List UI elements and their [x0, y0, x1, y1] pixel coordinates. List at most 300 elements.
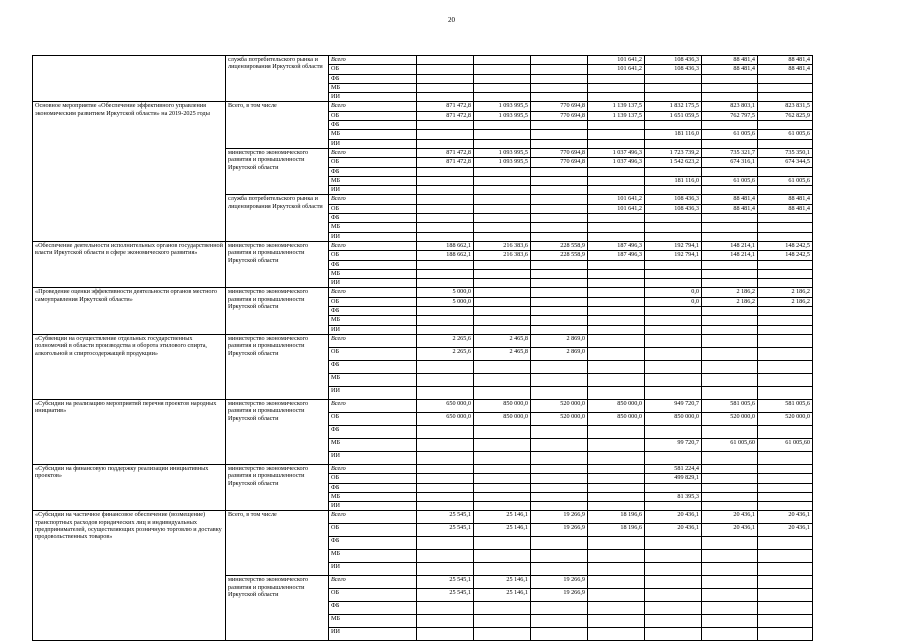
- value-cell: [588, 83, 645, 92]
- value-cell: 20 436,1: [758, 511, 813, 524]
- value-cell: [588, 438, 645, 451]
- value-cell: [474, 223, 531, 232]
- value-cell: 88 481,4: [702, 195, 758, 204]
- value-cell: 20 436,1: [645, 524, 702, 537]
- value-cell: [588, 550, 645, 563]
- value-cell: [531, 373, 588, 386]
- value-cell: [417, 483, 474, 492]
- value-cell: [417, 130, 474, 139]
- source-cell: ИИ: [329, 232, 417, 241]
- value-cell: [531, 563, 588, 576]
- value-cell: [417, 65, 474, 74]
- value-cell: 61 005,60: [758, 438, 813, 451]
- value-cell: 5 000,0: [417, 288, 474, 297]
- value-cell: 18 196,6: [588, 511, 645, 524]
- value-cell: [645, 83, 702, 92]
- value-cell: 108 436,3: [645, 195, 702, 204]
- value-cell: [531, 214, 588, 223]
- value-cell: 187 496,3: [588, 251, 645, 260]
- activity-cell: «Проведение оценки эффективности деятельности органов местного самоуправления Иркутской области»: [33, 288, 226, 334]
- value-cell: [588, 360, 645, 373]
- value-cell: [417, 325, 474, 334]
- value-cell: [588, 483, 645, 492]
- value-cell: [588, 464, 645, 473]
- source-cell: ИИ: [329, 139, 417, 148]
- value-cell: [588, 576, 645, 589]
- value-cell: 1 832 175,5: [645, 102, 702, 111]
- value-cell: [758, 121, 813, 130]
- value-cell: [588, 307, 645, 316]
- value-cell: [531, 537, 588, 550]
- value-cell: [645, 223, 702, 232]
- source-cell: Всего: [329, 576, 417, 589]
- value-cell: [531, 464, 588, 473]
- source-cell: МБ: [329, 83, 417, 92]
- source-cell: ИИ: [329, 386, 417, 399]
- value-cell: [417, 316, 474, 325]
- value-cell: [588, 615, 645, 628]
- table-body: [33, 56, 813, 641]
- value-cell: [758, 83, 813, 92]
- value-cell: [702, 563, 758, 576]
- value-cell: 2 186,2: [758, 297, 813, 306]
- table-row: [33, 241, 813, 250]
- value-cell: [758, 483, 813, 492]
- value-cell: 850 000,0: [474, 399, 531, 412]
- value-cell: [417, 56, 474, 65]
- value-cell: [758, 74, 813, 83]
- value-cell: [588, 589, 645, 602]
- value-cell: [474, 176, 531, 185]
- value-cell: [588, 260, 645, 269]
- source-cell: МБ: [329, 316, 417, 325]
- source-cell: ФБ: [329, 307, 417, 316]
- value-cell: [531, 474, 588, 483]
- source-cell: МБ: [329, 438, 417, 451]
- value-cell: [531, 65, 588, 74]
- value-cell: [645, 334, 702, 347]
- value-cell: [702, 83, 758, 92]
- value-cell: [474, 121, 531, 130]
- value-cell: 25 545,1: [417, 589, 474, 602]
- value-cell: 81 395,3: [645, 492, 702, 501]
- value-cell: 2 265,6: [417, 347, 474, 360]
- value-cell: [588, 167, 645, 176]
- value-cell: 20 436,1: [702, 524, 758, 537]
- value-cell: 1 093 995,5: [474, 111, 531, 120]
- value-cell: [588, 425, 645, 438]
- value-cell: 850 000,0: [645, 412, 702, 425]
- value-cell: [588, 325, 645, 334]
- value-cell: 20 436,1: [758, 524, 813, 537]
- value-cell: [758, 186, 813, 195]
- value-cell: 88 481,4: [758, 195, 813, 204]
- value-cell: [758, 139, 813, 148]
- source-cell: Всего: [329, 334, 417, 347]
- value-cell: [417, 438, 474, 451]
- executor-cell: министерство экономического развития и промышленности Иркутской области: [226, 241, 329, 287]
- source-cell: Всего: [329, 399, 417, 412]
- value-cell: [588, 130, 645, 139]
- value-cell: 187 496,3: [588, 241, 645, 250]
- value-cell: [531, 451, 588, 464]
- value-cell: [702, 279, 758, 288]
- value-cell: [645, 269, 702, 278]
- value-cell: [645, 628, 702, 641]
- value-cell: [702, 425, 758, 438]
- value-cell: [531, 325, 588, 334]
- value-cell: 148 242,5: [758, 251, 813, 260]
- executor-cell: министерство экономического развития и промышленности Иркутской области: [226, 464, 329, 510]
- value-cell: [702, 214, 758, 223]
- value-cell: [531, 386, 588, 399]
- value-cell: [645, 316, 702, 325]
- value-cell: [474, 288, 531, 297]
- value-cell: 823 803,1: [702, 102, 758, 111]
- value-cell: [417, 204, 474, 213]
- value-cell: [417, 214, 474, 223]
- value-cell: [531, 269, 588, 278]
- value-cell: 20 436,1: [645, 511, 702, 524]
- value-cell: 520 000,0: [758, 412, 813, 425]
- value-cell: [474, 260, 531, 269]
- value-cell: [588, 74, 645, 83]
- value-cell: [645, 167, 702, 176]
- value-cell: [474, 373, 531, 386]
- source-cell: Всего: [329, 195, 417, 204]
- value-cell: [531, 232, 588, 241]
- value-cell: 61 005,6: [702, 176, 758, 185]
- value-cell: [645, 563, 702, 576]
- value-cell: [758, 628, 813, 641]
- value-cell: 25 545,1: [417, 576, 474, 589]
- value-cell: [531, 288, 588, 297]
- value-cell: [758, 269, 813, 278]
- value-cell: [417, 195, 474, 204]
- value-cell: [417, 628, 474, 641]
- value-cell: 101 641,2: [588, 195, 645, 204]
- value-cell: 520 000,0: [702, 412, 758, 425]
- value-cell: 2 186,2: [702, 288, 758, 297]
- value-cell: [474, 307, 531, 316]
- source-cell: ИИ: [329, 451, 417, 464]
- value-cell: [758, 589, 813, 602]
- value-cell: [474, 316, 531, 325]
- value-cell: [645, 214, 702, 223]
- value-cell: 88 481,4: [702, 204, 758, 213]
- value-cell: 148 214,1: [702, 251, 758, 260]
- source-cell: МБ: [329, 373, 417, 386]
- value-cell: [474, 628, 531, 641]
- value-cell: [588, 93, 645, 102]
- value-cell: [531, 121, 588, 130]
- value-cell: [758, 260, 813, 269]
- source-cell: ИИ: [329, 186, 417, 195]
- value-cell: [702, 223, 758, 232]
- value-cell: [588, 279, 645, 288]
- source-cell: Всего: [329, 241, 417, 250]
- source-cell: МБ: [329, 492, 417, 501]
- value-cell: 88 481,4: [702, 56, 758, 65]
- value-cell: [702, 386, 758, 399]
- value-cell: [588, 176, 645, 185]
- value-cell: [474, 204, 531, 213]
- value-cell: 2 869,0: [531, 334, 588, 347]
- page-number: 20: [448, 16, 455, 24]
- value-cell: [417, 279, 474, 288]
- executor-cell: министерство экономического развития и промышленности Иркутской области: [226, 148, 329, 194]
- value-cell: [588, 288, 645, 297]
- value-cell: [702, 615, 758, 628]
- source-cell: ОБ: [329, 474, 417, 483]
- activity-cell: «Субсидии на финансовую поддержку реализации инициативных проектов»: [33, 464, 226, 510]
- value-cell: 850 000,0: [588, 399, 645, 412]
- value-cell: 188 662,1: [417, 251, 474, 260]
- value-cell: [758, 316, 813, 325]
- value-cell: 228 558,9: [531, 241, 588, 250]
- value-cell: [758, 232, 813, 241]
- value-cell: [417, 464, 474, 473]
- value-cell: 2 186,2: [758, 288, 813, 297]
- source-cell: МБ: [329, 130, 417, 139]
- value-cell: [588, 269, 645, 278]
- value-cell: [531, 360, 588, 373]
- value-cell: [758, 93, 813, 102]
- source-cell: ИИ: [329, 502, 417, 511]
- value-cell: 762 825,9: [758, 111, 813, 120]
- value-cell: 581 005,6: [758, 399, 813, 412]
- value-cell: [702, 483, 758, 492]
- value-cell: [702, 602, 758, 615]
- value-cell: [531, 628, 588, 641]
- executor-cell: министерство экономического развития и промышленности Иркутской области: [226, 288, 329, 334]
- value-cell: [417, 563, 474, 576]
- value-cell: [531, 615, 588, 628]
- value-cell: [417, 307, 474, 316]
- value-cell: [702, 492, 758, 501]
- executor-cell: служба потребительского рынка и лицензирования Иркутской области: [226, 56, 329, 102]
- value-cell: [702, 186, 758, 195]
- value-cell: 61 005,6: [702, 130, 758, 139]
- value-cell: 1 093 995,5: [474, 158, 531, 167]
- value-cell: [702, 550, 758, 563]
- value-cell: [417, 232, 474, 241]
- value-cell: [758, 386, 813, 399]
- value-cell: [758, 334, 813, 347]
- value-cell: [474, 325, 531, 334]
- value-cell: 770 694,8: [531, 158, 588, 167]
- source-cell: ОБ: [329, 347, 417, 360]
- source-cell: МБ: [329, 269, 417, 278]
- value-cell: [588, 628, 645, 641]
- value-cell: [758, 502, 813, 511]
- value-cell: [645, 232, 702, 241]
- value-cell: [474, 425, 531, 438]
- value-cell: [645, 502, 702, 511]
- value-cell: 770 694,8: [531, 102, 588, 111]
- value-cell: [474, 502, 531, 511]
- value-cell: 192 794,1: [645, 241, 702, 250]
- source-cell: Всего: [329, 102, 417, 111]
- value-cell: [702, 139, 758, 148]
- value-cell: [758, 214, 813, 223]
- value-cell: 735 350,1: [758, 148, 813, 157]
- table-row: [33, 464, 813, 473]
- value-cell: 19 266,9: [531, 524, 588, 537]
- value-cell: [758, 474, 813, 483]
- value-cell: [588, 602, 645, 615]
- value-cell: 520 000,0: [531, 399, 588, 412]
- table-row: [33, 334, 813, 347]
- value-cell: [645, 260, 702, 269]
- value-cell: [531, 186, 588, 195]
- value-cell: [645, 373, 702, 386]
- value-cell: 0,0: [645, 288, 702, 297]
- value-cell: [417, 223, 474, 232]
- value-cell: [531, 316, 588, 325]
- source-cell: ФБ: [329, 360, 417, 373]
- value-cell: [702, 269, 758, 278]
- value-cell: 650 000,0: [417, 399, 474, 412]
- value-cell: [702, 589, 758, 602]
- value-cell: [702, 474, 758, 483]
- value-cell: [417, 425, 474, 438]
- value-cell: [588, 297, 645, 306]
- value-cell: [758, 550, 813, 563]
- source-cell: ОБ: [329, 111, 417, 120]
- value-cell: [474, 602, 531, 615]
- value-cell: [417, 176, 474, 185]
- value-cell: [417, 602, 474, 615]
- value-cell: [758, 563, 813, 576]
- value-cell: [645, 483, 702, 492]
- value-cell: [758, 347, 813, 360]
- value-cell: [702, 167, 758, 176]
- value-cell: 181 116,0: [645, 176, 702, 185]
- value-cell: [645, 347, 702, 360]
- value-cell: [645, 386, 702, 399]
- value-cell: [588, 451, 645, 464]
- value-cell: [645, 186, 702, 195]
- value-cell: [588, 474, 645, 483]
- value-cell: [531, 83, 588, 92]
- value-cell: [474, 65, 531, 74]
- value-cell: [531, 56, 588, 65]
- value-cell: [758, 279, 813, 288]
- value-cell: [474, 93, 531, 102]
- value-cell: [531, 74, 588, 83]
- source-cell: Всего: [329, 288, 417, 297]
- value-cell: [702, 360, 758, 373]
- value-cell: [474, 130, 531, 139]
- value-cell: 216 383,6: [474, 241, 531, 250]
- value-cell: 148 214,1: [702, 241, 758, 250]
- value-cell: [417, 83, 474, 92]
- source-cell: ОБ: [329, 251, 417, 260]
- value-cell: [702, 334, 758, 347]
- value-cell: [474, 464, 531, 473]
- source-cell: ФБ: [329, 260, 417, 269]
- value-cell: [474, 83, 531, 92]
- value-cell: 192 794,1: [645, 251, 702, 260]
- budget-table: [32, 55, 813, 641]
- value-cell: 108 436,3: [645, 56, 702, 65]
- value-cell: 1 723 739,2: [645, 148, 702, 157]
- value-cell: [474, 74, 531, 83]
- value-cell: [417, 537, 474, 550]
- value-cell: 19 266,9: [531, 511, 588, 524]
- value-cell: 88 481,4: [702, 65, 758, 74]
- value-cell: [645, 121, 702, 130]
- value-cell: [474, 451, 531, 464]
- value-cell: [531, 297, 588, 306]
- source-cell: ОБ: [329, 65, 417, 74]
- value-cell: [588, 492, 645, 501]
- value-cell: [702, 121, 758, 130]
- value-cell: [474, 537, 531, 550]
- value-cell: [474, 195, 531, 204]
- value-cell: 823 831,5: [758, 102, 813, 111]
- value-cell: 674 344,5: [758, 158, 813, 167]
- value-cell: 2 869,0: [531, 347, 588, 360]
- value-cell: [531, 93, 588, 102]
- value-cell: [758, 307, 813, 316]
- value-cell: [531, 260, 588, 269]
- value-cell: 25 146,1: [474, 511, 531, 524]
- activity-cell: «Обеспечение деятельности исполнительных органов государственной власти Иркутской области в сфере экономического развития»: [33, 241, 226, 287]
- value-cell: 61 005,6: [758, 130, 813, 139]
- value-cell: [588, 223, 645, 232]
- value-cell: [474, 279, 531, 288]
- source-cell: ФБ: [329, 483, 417, 492]
- value-cell: 871 472,8: [417, 158, 474, 167]
- value-cell: [758, 360, 813, 373]
- value-cell: 581 224,4: [645, 464, 702, 473]
- source-cell: Всего: [329, 148, 417, 157]
- source-cell: МБ: [329, 176, 417, 185]
- value-cell: [417, 474, 474, 483]
- value-cell: [474, 214, 531, 223]
- value-cell: 2 265,6: [417, 334, 474, 347]
- value-cell: 850 000,0: [474, 412, 531, 425]
- value-cell: [702, 464, 758, 473]
- value-cell: [588, 386, 645, 399]
- value-cell: [758, 451, 813, 464]
- value-cell: [645, 325, 702, 334]
- source-cell: ОБ: [329, 297, 417, 306]
- value-cell: [645, 279, 702, 288]
- value-cell: [417, 93, 474, 102]
- value-cell: [474, 492, 531, 501]
- value-cell: [645, 425, 702, 438]
- value-cell: 101 641,2: [588, 65, 645, 74]
- value-cell: 88 481,4: [758, 56, 813, 65]
- value-cell: [417, 386, 474, 399]
- value-cell: 650 000,0: [417, 412, 474, 425]
- value-cell: 101 641,2: [588, 56, 645, 65]
- value-cell: 61 005,60: [702, 438, 758, 451]
- value-cell: 19 266,9: [531, 576, 588, 589]
- value-cell: 88 481,4: [758, 204, 813, 213]
- activity-cell: [33, 56, 226, 102]
- value-cell: 19 266,9: [531, 589, 588, 602]
- value-cell: 770 694,8: [531, 111, 588, 120]
- value-cell: [645, 589, 702, 602]
- value-cell: 499 829,1: [645, 474, 702, 483]
- value-cell: 2 465,8: [474, 334, 531, 347]
- value-cell: [531, 176, 588, 185]
- value-cell: [645, 615, 702, 628]
